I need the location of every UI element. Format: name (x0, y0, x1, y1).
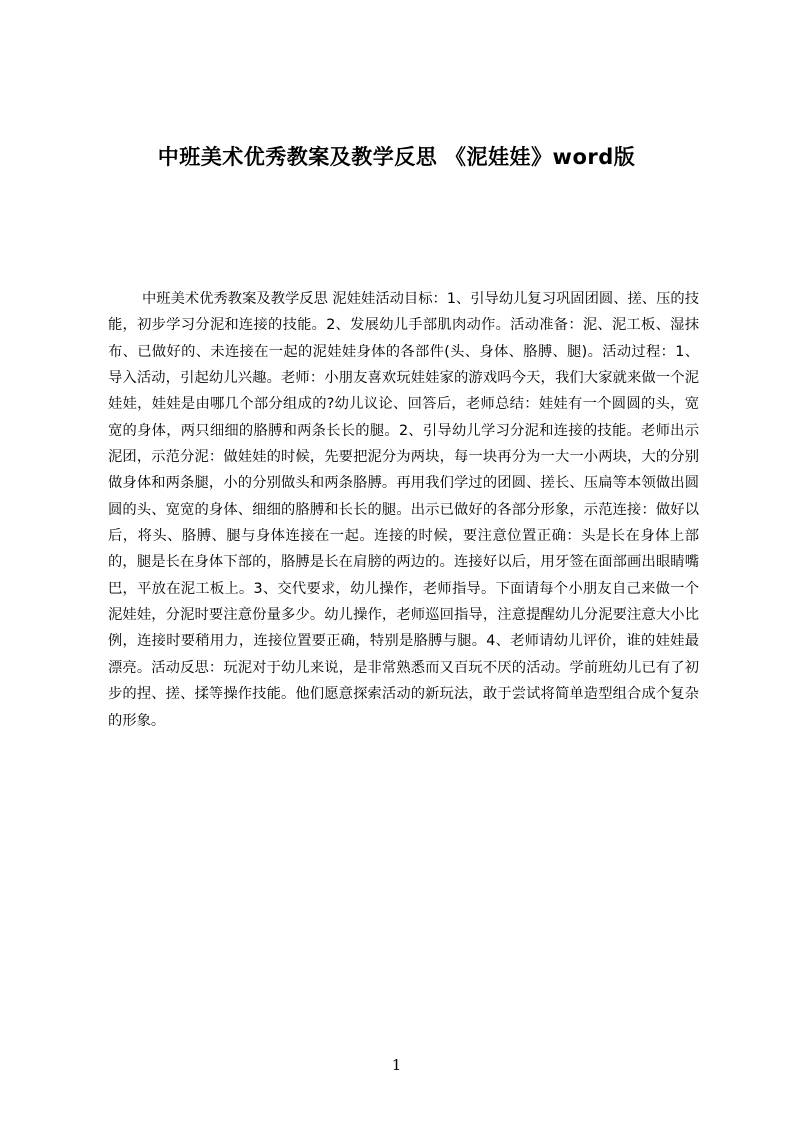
document-title: 中班美术优秀教案及教学反思 《泥娃娃》word版 (157, 145, 636, 169)
document-body-paragraph: 中班美术优秀教案及教学反思 泥娃娃活动目标：1、引导幼儿复习巩固团圆、搓、压的技能，初步学习分泥和连接的技能。2、发展幼儿手部肌肉动作。活动准备：泥、泥工板、湿抹布、已做好的、未连接在一起的泥娃娃身体的各部件(头、身体、胳膊、腿)。活动过程：1、导入活动，引起幼儿兴趣。老师：小朋友喜欢玩娃娃家的游戏吗今天，我们大家就来做一个泥娃娃，娃娃是由哪几个部分组成的?幼儿议论、回答后，老师总结：娃娃有一个圆圆的头，宽宽的身体，两只细细的胳膊和两条长长的腿。2、引导幼儿学习分泥和连接的技能。老师出示泥团，示范分泥：做娃娃的时候，先要把泥分为两块，每一块再分为一大一小两块，大的分别做身体和两条腿，小的分别做头和两条胳膊。再用我们学过的团圆、搓长、压扁等本领做出圆圆的头、宽宽的身体、细细的胳膊和长长的腿。出示已做好的各部分形象，示范连接：做好以后，将头、胳膊、腿与身体连接在一起。连接的时候，要注意位置正确：头是长在身体上部的，腿是长在身体下部的，胳膊是长在肩膀的两边的。连接好以后，用牙签在面部画出眼睛嘴巴，平放在泥工板上。3、交代要求，幼儿操作，老师指导。下面请每个小朋友自己来做一个泥娃娃，分泥时要注意份量多少。幼儿操作，老师巡回指导，注意提醒幼儿分泥要注意大小比例，连接时要稍用力，连接位置要正确，特别是胳膊与腿。4、老师请幼儿评价，谁的娃娃最漂亮。活动反思：玩泥对于幼儿来说，是非常熟悉而又百玩不厌的活动。学前班幼儿已有了初步的捏、搓、揉等操作技能。他们愿意探索活动的新玩法，敢于尝试将简单造型组合成个复杂的形象。 (108, 291, 699, 729)
page-number: 1 (391, 1056, 402, 1074)
